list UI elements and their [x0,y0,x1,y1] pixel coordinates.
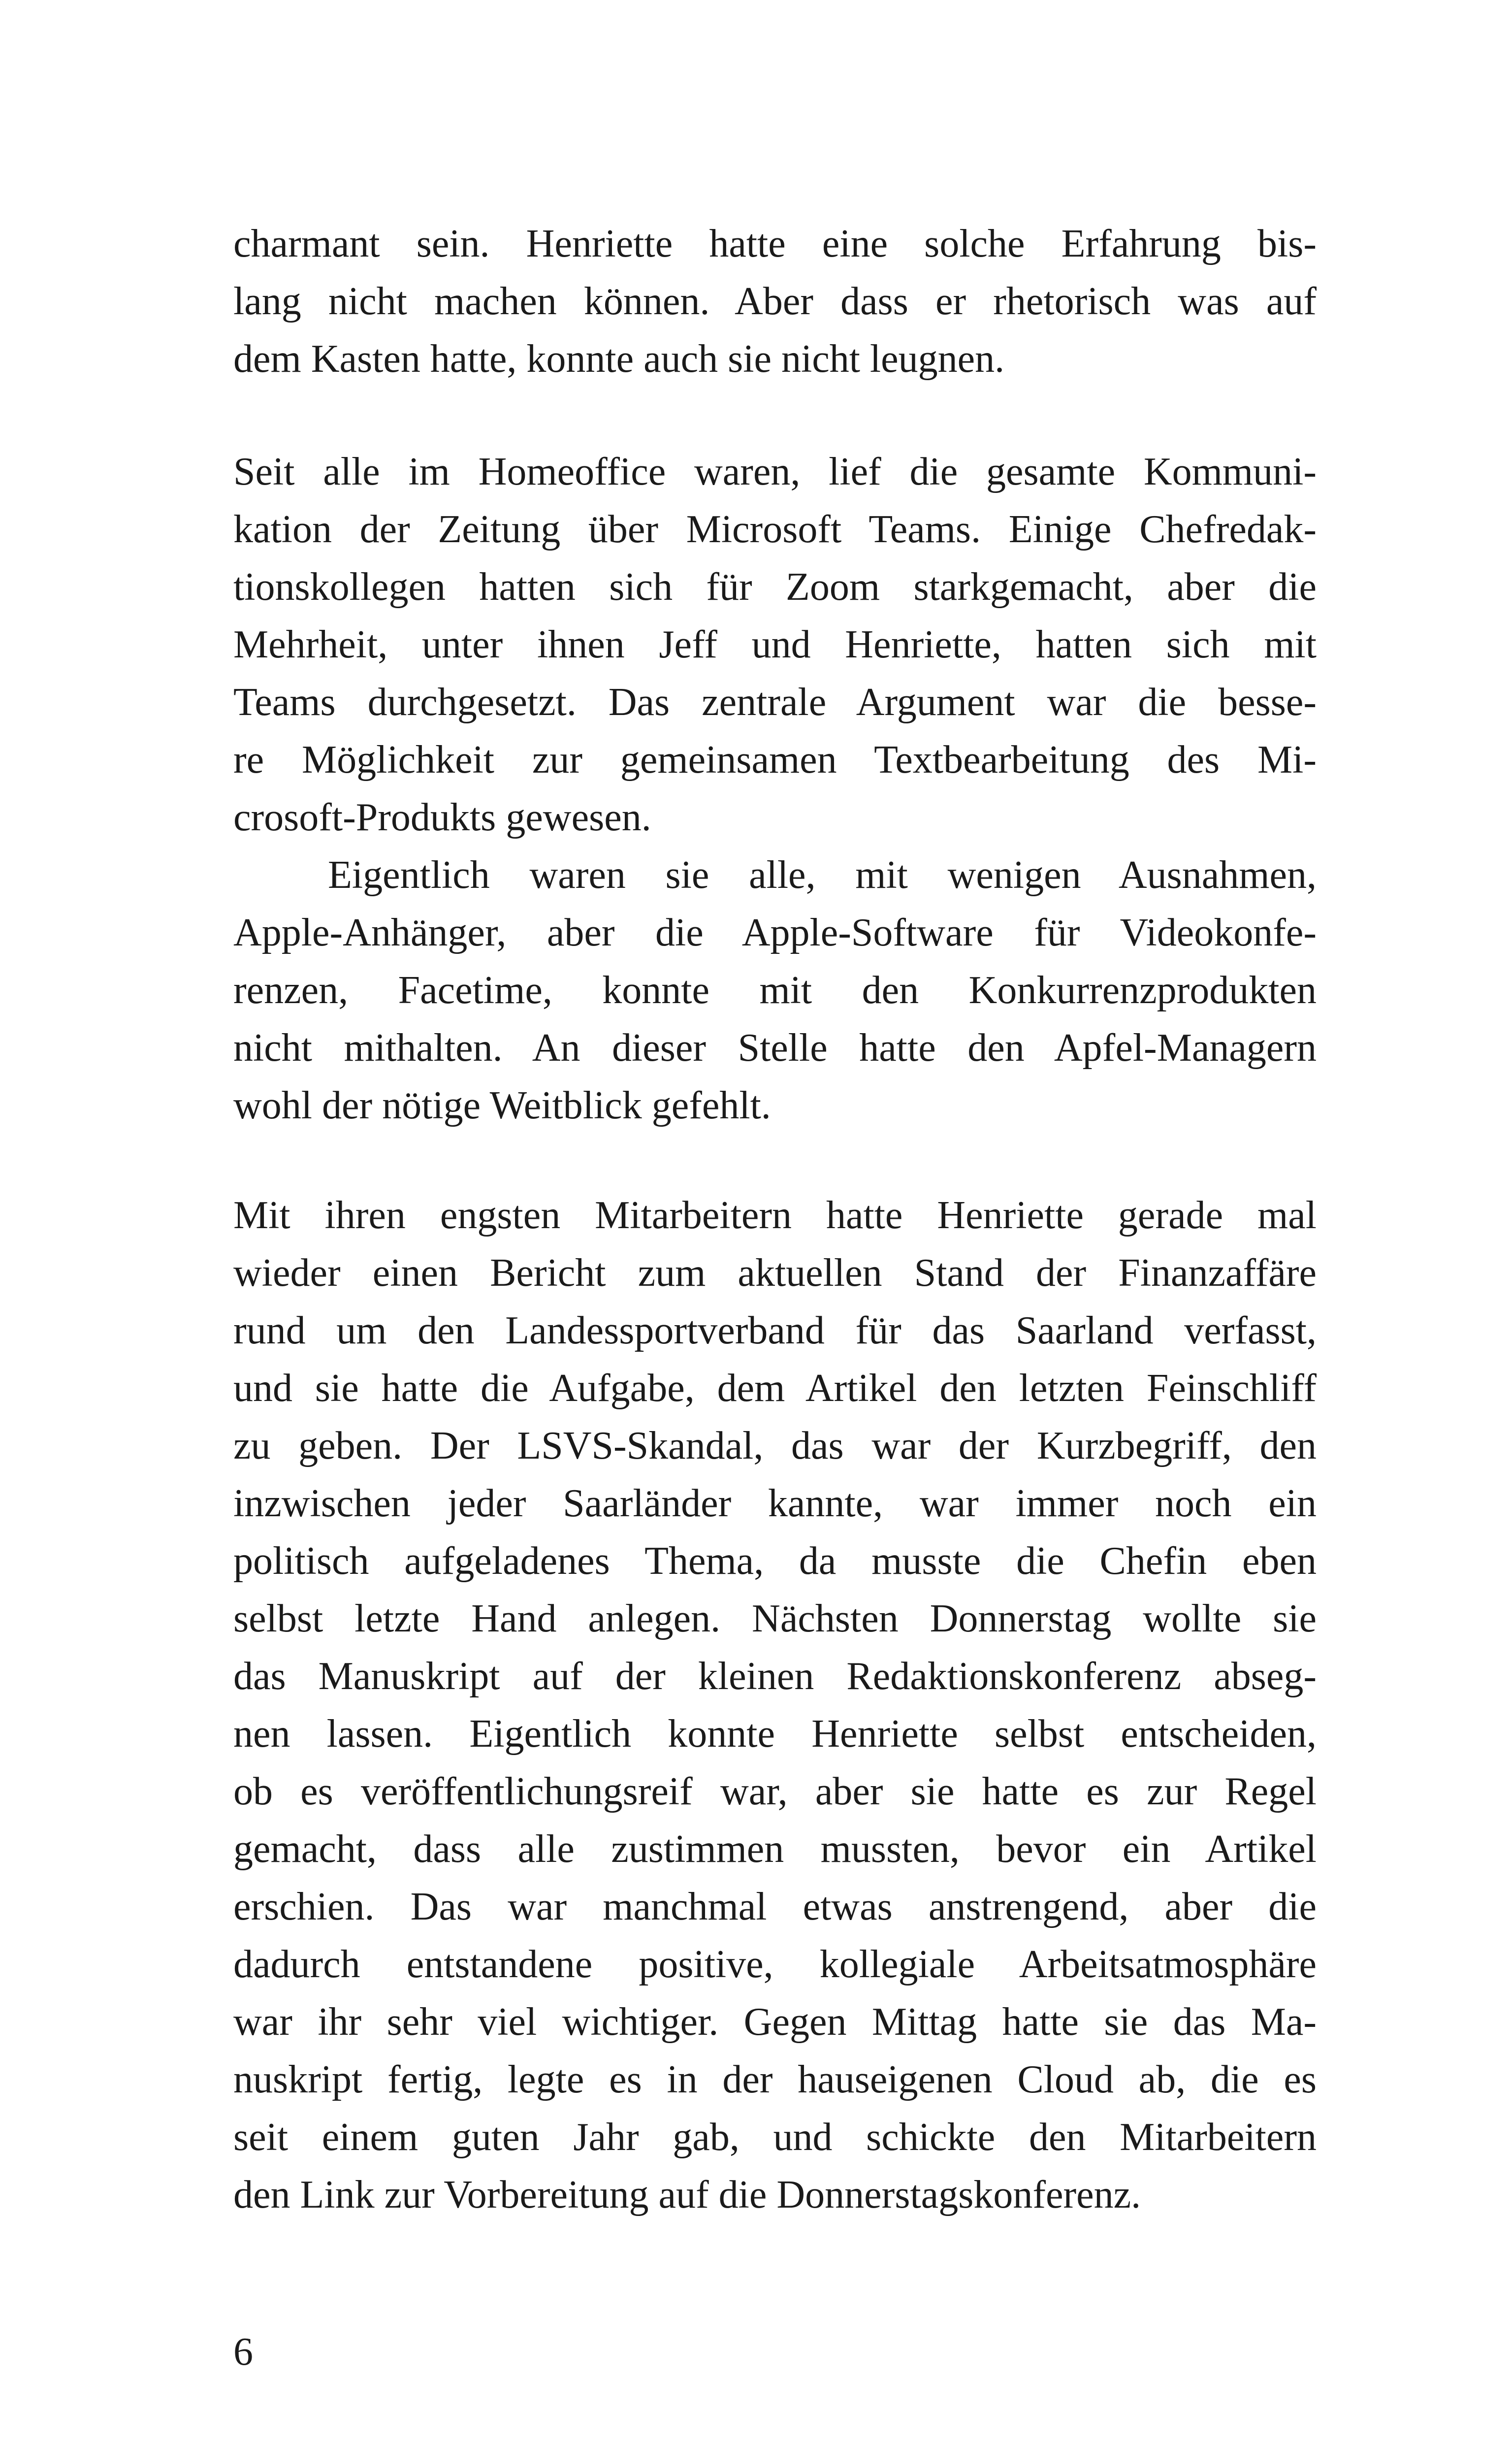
text-line: tionskollegen hatten sich für Zoom starkgemacht, aber die [233,565,1317,609]
text-line: lang nicht machen können. Aber dass er rhetorisch was auf [233,280,1317,323]
text-line: Seit alle im Homeoffice waren, lief die gesamte Kommuni- [233,450,1317,493]
text-line: charmant sein. Henriette hatte eine solche Erfahrung bis- [233,222,1317,265]
text-line: crosoft-Produkts gewesen. [233,796,651,839]
text-line: nuskript fertig, legte es in der hauseigenen Cloud ab, die es [233,2058,1317,2101]
text-line: erschien. Das war manchmal etwas anstrengend, aber die [233,1885,1317,1928]
text-line: den Link zur Vorbereitung auf die Donnerstagskonferenz. [233,2173,1141,2216]
text-line: wieder einen Bericht zum aktuellen Stand der Finanzaffäre [233,1251,1317,1295]
text-line: Apple-Anhänger, aber die Apple-Software für Videokonfe- [233,911,1317,954]
text-line: und sie hatte die Aufgabe, dem Artikel den letzten Feinschliff [233,1367,1317,1410]
text-line: war ihr sehr viel wichtiger. Gegen Mittag hatte sie das Ma- [233,2000,1317,2044]
paragraph-3 [233,1187,1317,2224]
text-line: dem Kasten hatte, konnte auch sie nicht leugnen. [233,337,1005,381]
text-line: rund um den Landessportverband für das Saarland verfasst, [233,1309,1317,1352]
text-line: nen lassen. Eigentlich konnte Henriette selbst entscheiden, [233,1712,1317,1756]
text-line: dadurch entstandene positive, kollegiale Arbeitsatmosphäre [233,1943,1317,1986]
paragraph-2 [233,443,1317,1135]
text-line: nicht mithalten. An dieser Stelle hatte den Apfel-Managern [233,1026,1317,1070]
text-line: zu geben. Der LSVS-Skandal, das war der Kurzbegriff, den [233,1424,1317,1467]
text-line: ob es veröffentlichungsreif war, aber sie hatte es zur Regel [233,1770,1317,1813]
text-line: wohl der nötige Weitblick gefehlt. [233,1084,771,1127]
text-line: re Möglichkeit zur gemeinsamen Textbearbeitung des Mi- [233,738,1317,782]
text-line: Teams durchgesetzt. Das zentrale Argument war die besse- [233,681,1317,724]
text-line: kation der Zeitung über Microsoft Teams. Einige Chefredak- [233,508,1317,551]
text-line: seit einem guten Jahr gab, und schickte den Mitarbeitern [233,2116,1317,2159]
page-number: 6 [233,2330,253,2374]
text-line: Mit ihren engsten Mitarbeitern hatte Henriette gerade mal [233,1194,1317,1237]
text-line: Mehrheit, unter ihnen Jeff und Henriette, hatten sich mit [233,623,1317,666]
text-line: politisch aufgeladenes Thema, da musste die Chefin eben [233,1539,1317,1583]
text-line: renzen, Facetime, konnte mit den Konkurrenzprodukten [233,969,1317,1012]
text-line: inzwischen jeder Saarländer kannte, war immer noch ein [233,1482,1317,1525]
text-line: selbst letzte Hand anlegen. Nächsten Donnerstag wollte sie [233,1597,1317,1640]
text-line: Eigentlich waren sie alle, mit wenigen Ausnahmen, [328,853,1317,897]
text-line: das Manuskript auf der kleinen Redaktionskonferenz abseg- [233,1655,1317,1698]
text-line: gemacht, dass alle zustimmen mussten, bevor ein Artikel [233,1827,1317,1871]
paragraph-1 [233,215,1317,388]
